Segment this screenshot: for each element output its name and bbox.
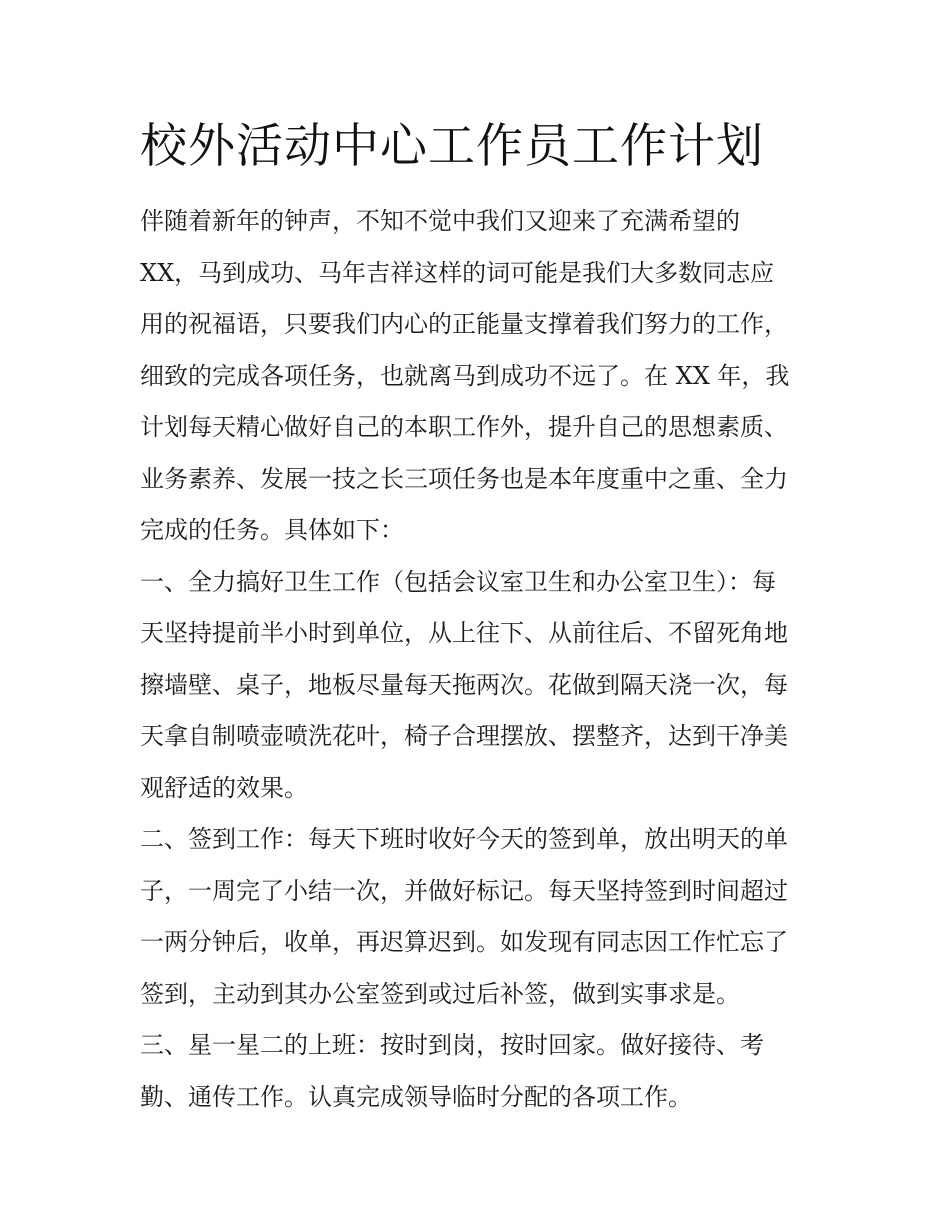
- text-line: 二、签到工作：每天下班时收好今天的签到单，放出明天的单: [140, 825, 788, 853]
- body-text: [140, 196, 820, 1123]
- text-line: 观舒适的效果。: [140, 773, 308, 802]
- text-line: 三、星一星二的上班：按时到岗，按时回家。做好接待、考: [140, 1031, 764, 1059]
- text-line: 一、全力搞好卫生工作（包括会议室卫生和办公室卫生）：每: [140, 567, 776, 596]
- text-line: 子，一周完了小结一次，并做好标记。每天坚持签到时间超过: [140, 876, 788, 905]
- text-line: XX，马到成功、马年吉祥这样的词可能是我们大多数同志应: [140, 258, 775, 287]
- text-line: 细致的完成各项任务，也就离马到成功不远了。在 XX 年，我: [140, 361, 790, 390]
- text-line: 天拿自制喷壶喷洗花叶，椅子合理摆放、摆整齐，达到干净美: [140, 722, 788, 750]
- text-line: 伴随着新年的钟声，不知不觉中我们又迎来了充满希望的: [140, 207, 740, 235]
- text-line: 签到，主动到其办公室签到或过后补签，做到实事求是。: [140, 979, 740, 1008]
- text-line: 完成的任务。具体如下：: [140, 516, 404, 544]
- text-line: 勤、通传工作。认真完成领导临时分配的各项工作。: [140, 1082, 692, 1111]
- text-line: 一两分钟后，收单，再迟算迟到。如发现有同志因工作忙忘了: [140, 928, 788, 956]
- page-title: 校外活动中心工作员工作计划: [140, 119, 764, 174]
- text-line: 计划每天精心做好自己的本职工作外，提升自己的思想素质、: [140, 413, 788, 441]
- text-line: 业务素养、发展一技之长三项任务也是本年度重中之重、全力: [140, 464, 788, 493]
- text-line: 擦墙壁、桌子，地板尽量每天拖两次。花做到隔天浇一次，每: [140, 670, 788, 699]
- text-line: 天坚持提前半小时到单位，从上往下、从前往后、不留死角地: [140, 619, 788, 647]
- text-line: 用的祝福语，只要我们内心的正能量支撑着我们努力的工作，: [140, 310, 788, 338]
